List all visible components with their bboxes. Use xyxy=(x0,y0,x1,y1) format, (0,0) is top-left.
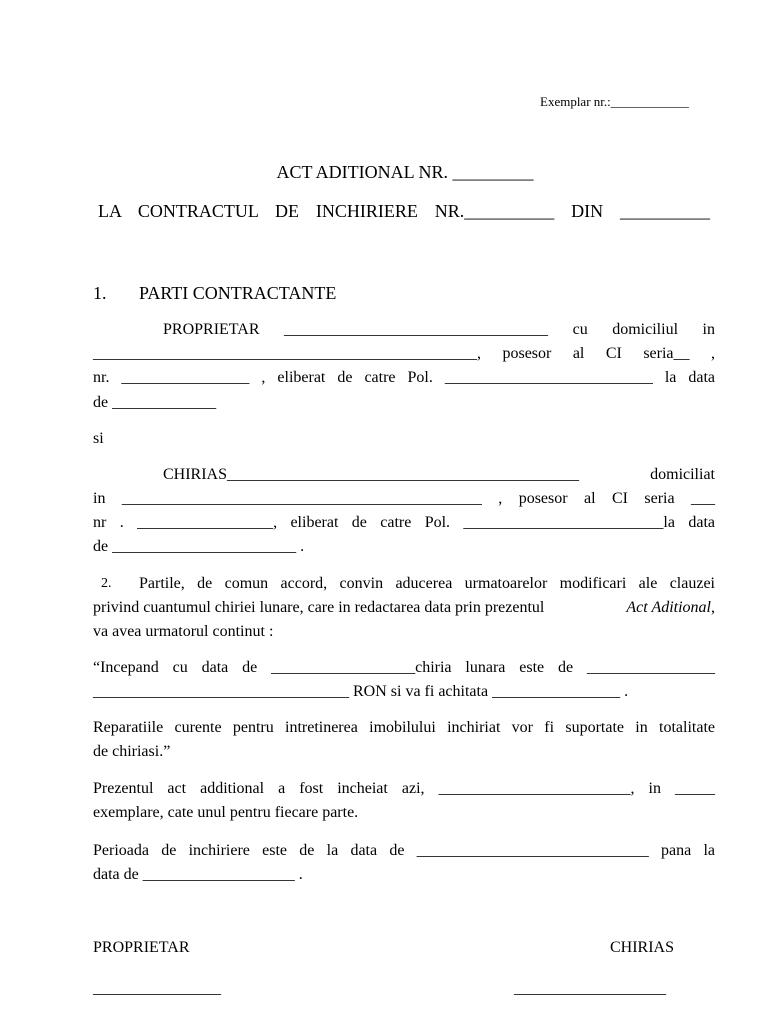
exemplar-number: Exemplar nr.:____________ xyxy=(540,94,689,109)
quote-line-2: ________________________________ RON si va fi achitata ________________ . xyxy=(93,683,629,700)
reparatii-line-1: Reparatiile curente pentru intretinerea imobilului inchiriat vor fi suportate in totalitate xyxy=(93,719,715,736)
document-subtitle: LA CONTRACTUL DE INCHIRIERE NR.__________ DIN __________ xyxy=(98,201,710,221)
act-aditional-text: Act Aditional xyxy=(626,599,711,616)
act-aditional-comma: , xyxy=(711,599,715,616)
prezentul-line-2: exemplare, cate unul pentru fiecare parte. xyxy=(93,804,359,821)
signature-label-chirias: CHIRIAS xyxy=(610,939,675,956)
section-2-line-3: va avea urmatorul continut : xyxy=(93,623,274,640)
perioada-line-1: Perioada de inchiriere este de la data de _____________________________ pana la xyxy=(93,842,715,859)
proprietar-line-2: ________________________________________________, posesor al CI seria__ , xyxy=(93,345,715,362)
section-1-number: 1. xyxy=(93,283,107,303)
signature-line-proprietar: ________________ xyxy=(93,980,221,997)
perioada-line-2: data de ___________________ . xyxy=(93,866,303,883)
chirias-line-1: CHIRIAS____________________________________________ domiciliat xyxy=(163,466,715,483)
section-2-line-2 xyxy=(93,599,715,617)
reparatii-line-2: de chiriasi.” xyxy=(93,743,171,760)
proprietar-line-3: nr. ________________ , eliberat de catre Pol. __________________________ la data xyxy=(93,369,715,386)
prezentul-line-1: Prezentul act additional a fost incheiat azi, ________________________, in _____ xyxy=(93,780,715,797)
section-2-line-2-text: privind cuantumul chiriei lunare, care in redactarea data prin prezentul xyxy=(93,599,549,616)
proprietar-line-4: de _____________ xyxy=(93,394,217,411)
section-1-heading: PARTI CONTRACTANTE xyxy=(139,283,337,303)
signature-line-chirias: ___________________ xyxy=(514,980,666,997)
document-title: ACT ADITIONAL NR. _________ xyxy=(276,162,534,182)
section-2-line-1: Partile, de comun accord, convin aducerea urmatoarelor modificari ale clauzei xyxy=(139,575,715,592)
proprietar-line-1: PROPRIETAR _________________________________ cu domiciliul in xyxy=(163,321,715,338)
chirias-line-2: in _____________________________________________ , posesor al CI seria ___ xyxy=(93,490,715,507)
chirias-line-3: nr . _________________, eliberat de catre Pol. _________________________la data xyxy=(93,514,715,531)
signature-label-proprietar: PROPRIETAR xyxy=(93,939,190,956)
quote-line-1: “Incepand cu data de __________________chiria lunara este de ________________ xyxy=(93,659,715,676)
act-aditional-italic xyxy=(626,599,715,617)
section-2-number: 2. xyxy=(101,576,112,591)
conjunction-si: si xyxy=(93,430,104,447)
chirias-line-4: de _______________________ . xyxy=(93,538,305,555)
